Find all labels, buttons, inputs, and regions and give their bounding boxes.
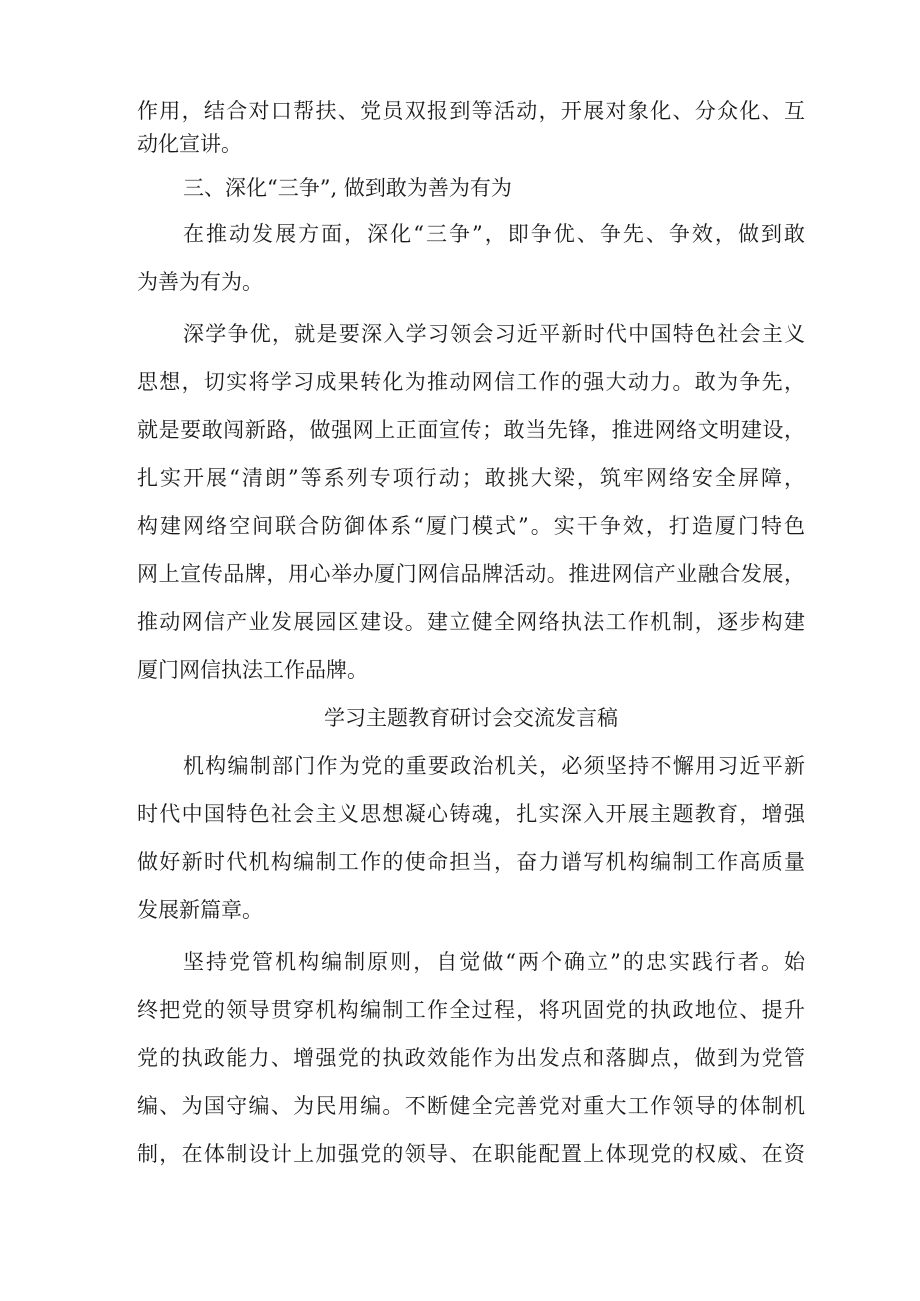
paragraph-line: 制，在体制设计上加强党的领导、在职能配置上体现党的权威、在资 [137,1142,805,1166]
paragraph-line: 终把党的领导贯穿机构编制工作全过程，将巩固党的执政地位、提升 [137,998,805,1022]
paragraph-line: 深学争优，就是要深入学习领会习近平新时代中国特色社会主义 [183,322,805,346]
section-heading: 三、深化“三争”, 做到敢为善为有为 [183,176,512,200]
paragraph-line: 网上宣传品牌，用心举办厦门网信品牌活动。推进网信产业融合发展， [137,562,805,586]
paragraph-line: 构建网络空间联合防御体系“厦门模式”。实干争效，打造厦门特色 [137,514,805,538]
paragraph-line: 推动网信产业发展园区建设。建立健全网络执法工作机制，逐步构建 [137,610,805,634]
paragraph-line: 党的执政能力、增强党的执政效能作为出发点和落脚点，做到为党管 [137,1046,805,1070]
paragraph-line: 做好新时代机构编制工作的使命担当，奋力谱写机构编制工作高质量 [137,850,805,874]
paragraph-line: 动化宣讲。 [137,132,242,156]
paragraph-line: 坚持党管机构编制原则，自觉做“两个确立”的忠实践行者。始 [183,950,805,974]
paragraph-line: 为善为有为。 [137,270,263,294]
paragraph-line: 在推动发展方面，深化“三争”，即争优、争先、争效，做到敢 [183,222,805,246]
paragraph-line: 就是要敢闯新路，做强网上正面宣传；敢当先锋，推进网络文明建设， [137,418,805,442]
paragraph-line: 厦门网信执法工作品牌。 [137,658,368,682]
document-title: 学习主题教育研讨会交流发言稿 [324,706,618,730]
paragraph-line: 发展新篇章。 [137,898,263,922]
paragraph-line: 编、为国守编、为民用编。不断健全完善党对重大工作领导的体制机 [137,1094,805,1118]
paragraph-line: 作用，结合对口帮扶、党员双报到等活动，开展对象化、分众化、互 [137,99,805,123]
paragraph-line: 扎实开展“清朗”等系列专项行动；敢挑大梁，筑牢网络安全屏障， [137,466,805,490]
paragraph-line: 机构编制部门作为党的重要政治机关，必须坚持不懈用习近平新 [183,754,805,778]
paragraph-line: 思想，切实将学习成果转化为推动网信工作的强大动力。敢为争先， [137,370,805,394]
paragraph-line: 时代中国特色社会主义思想凝心铸魂，扎实深入开展主题教育，增强 [137,802,805,826]
